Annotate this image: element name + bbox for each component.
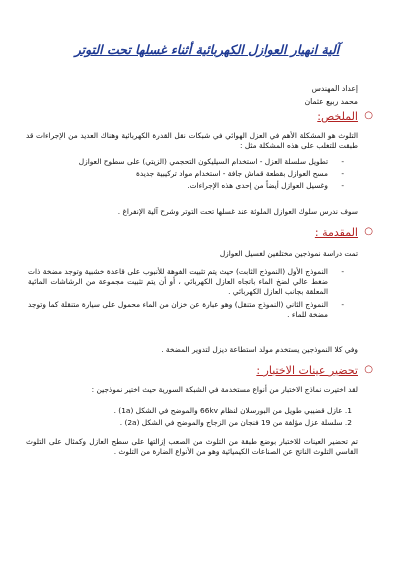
list-item-text: النموذج الأول (النموذج الثابت) حيث يتم تثبيت الفوهة للأنبوب على قاعدة خشبية وتوجد مضخة ذات ضغط عالي لضخ الماء باتجاه العازل الكهربائي ، أو أن يتم تثبيت مجموعة من الرشاشات المائية المعلقة بجانب العازل الكهربائي . [28, 267, 328, 296]
list-item-text: مسح العوازل بقطعة قماش جافة - استخدام مواد تركيبية جديدة [135, 169, 328, 178]
list-item [28, 169, 344, 179]
intro-heading-text: المقدمة : [314, 226, 358, 239]
document-title: آلية انهيار العوازل الكهربائية أثناء غسلها تحت التوتر [74, 42, 340, 57]
summary-outro: سوف ندرس سلوك العوازل الملوثة عند غسلها تحت التوتر وشرح آلية الإنفراغ . [117, 207, 358, 216]
summary-heading [317, 110, 373, 123]
list-item [28, 157, 344, 167]
samples-heading [256, 364, 373, 377]
author-name: محمد ربيع عثمان [304, 97, 358, 106]
summary-intro: التلوث هو المشكلة الأهم في العزل الهوائي في شبكات نقل القدرة الكهربائية وهناك العديد من الإجراءات قد طبقت للتغلب على هذه المشكلة مثل : [26, 131, 358, 150]
list-item-text: تطويل سلسلة العزل - استخدام السيليكون التحجمي (الزيتي) على سطوح العوازل [78, 157, 328, 166]
ring-bullet-icon: ○ [364, 110, 373, 121]
list-item [28, 300, 344, 320]
list-item: 2. سلسلة عزل مؤلفة من 19 فنجان من الزجاج والموضح في الشكل (2a) . [119, 418, 352, 427]
dash-bullet-icon: - [341, 169, 344, 178]
dash-bullet-icon: - [341, 181, 344, 190]
dash-bullet-icon: - [341, 267, 344, 276]
intro-heading [314, 226, 373, 239]
list-item [28, 181, 344, 191]
samples-outro: تم تحضير العينات للاختبار بوضع طبقة من التلوث من الصعب إزالتها على سطح العازل وكمثال على التلوث القاسي التلوث الناتج عن الصناعات الكيميائية وهو من الأنواع الضارة من التلوث . [26, 437, 358, 456]
samples-lead: لقد اختيرت نماذج الاختبار من أنواع مستخدمة في الشبكة السورية حيث اختير نموذجين : [91, 385, 358, 394]
author-label: إعداد المهندس [311, 84, 358, 93]
intro-lead: تمت دراسة نموذجين مختلفين لغسيل العوازل [219, 249, 358, 258]
ring-bullet-icon: ○ [364, 364, 373, 375]
summary-list [28, 157, 344, 193]
intro-outro: وفي كلا النموذجين يستخدم مولد استطاعة ديزل لتدوير المضخة . [161, 345, 358, 354]
samples-list [20, 406, 352, 428]
samples-heading-text: تحضير عينات الاختبار : [256, 364, 358, 377]
dash-bullet-icon: - [341, 300, 344, 309]
ring-bullet-icon: ○ [364, 226, 373, 237]
intro-list [28, 267, 344, 322]
dash-bullet-icon: - [341, 157, 344, 166]
list-item-text: النموذج الثاني (النموذج متنقل) وهو عبارة عن خزان من الماء محمول على سيارة متنقلة كما وتوجد مضخة للماء . [28, 300, 328, 319]
list-item-text: وغسيل العوازل أيضاً من إحدى هذه الإجراءات. [187, 181, 328, 190]
summary-heading-text: الملخص: [317, 110, 358, 123]
list-item: 1. عازل قضيبي طويل من البورسلان لنظام 66kv والموضح في الشكل (1a) . [113, 406, 352, 415]
list-item [28, 267, 344, 297]
